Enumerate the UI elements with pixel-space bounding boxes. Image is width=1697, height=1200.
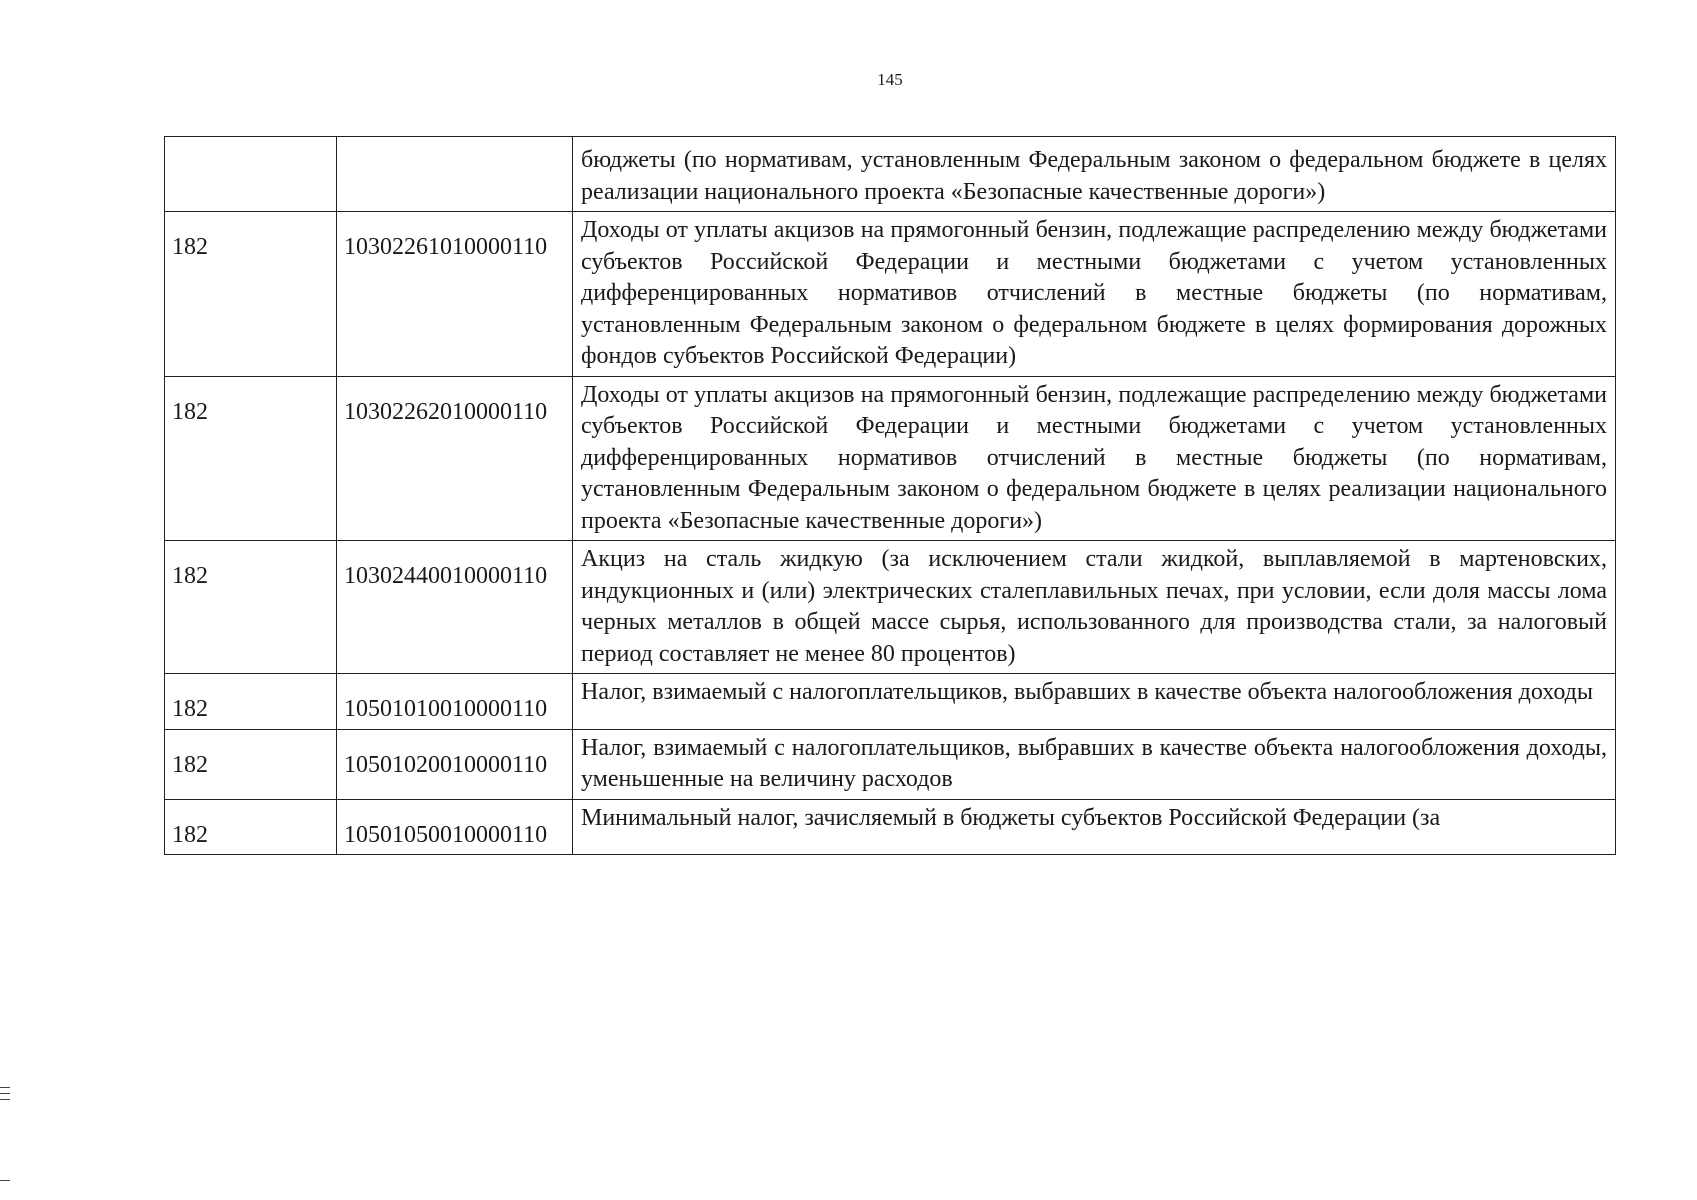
table-row xyxy=(165,729,1616,799)
table-row xyxy=(165,541,1616,674)
description-cell: Налог, взимаемый с налогоплательщиков, выбравших в качестве объекта налогообложения доходы xyxy=(573,674,1616,730)
table-row xyxy=(165,376,1616,541)
admin-code-cell: 182 xyxy=(165,376,337,541)
margin-mark xyxy=(0,1180,10,1181)
margin-mark xyxy=(0,1093,10,1094)
classification-code-cell: 10302261010000110 xyxy=(337,212,573,377)
admin-code-cell: 182 xyxy=(165,799,337,855)
admin-code-cell: 182 xyxy=(165,541,337,674)
description-cell: Доходы от уплаты акцизов на прямогонный бензин, подлежащие распределению между бюджетами субъектов Российской Федерации и местными бюджетами с учетом установленных дифференцированных нормативов отчислений в местные бюджеты (по нормативам, установленным Федеральным законом о федеральном бюджете в целях формирования дорожных фондов субъектов Российской Федерации) xyxy=(573,212,1616,377)
classification-code-cell: 10302262010000110 xyxy=(337,376,573,541)
classification-code-cell: 10501010010000110 xyxy=(337,674,573,730)
description-cell: Налог, взимаемый с налогоплательщиков, выбравших в качестве объекта налогообложения доходы, уменьшенные на величину расходов xyxy=(573,729,1616,799)
classification-code-cell: 10501020010000110 xyxy=(337,729,573,799)
description-cell: Доходы от уплаты акцизов на прямогонный бензин, подлежащие распределению между бюджетами субъектов Российской Федерации и местными бюджетами с учетом установленных дифференцированных нормативов отчислений в местные бюджеты (по нормативам, установленным Федеральным законом о федеральном бюджете в целях реализации национального проекта «Безопасные качественные дороги») xyxy=(573,376,1616,541)
admin-code-cell xyxy=(165,137,337,212)
classification-code-cell xyxy=(337,137,573,212)
margin-mark xyxy=(0,1087,10,1088)
description-cell: Акциз на сталь жидкую (за исключением стали жидкой, выплавляемой в мартеновских, индукционных и (или) электрических сталеплавильных печах, при условии, если доля массы лома черных металлов в общей массе сырья, использованного для производства стали, за налоговый период составляет не менее 80 процентов) xyxy=(573,541,1616,674)
revenue-codes-table xyxy=(164,136,1616,855)
classification-code-cell: 10302440010000110 xyxy=(337,541,573,674)
admin-code-cell: 182 xyxy=(165,674,337,730)
page-number: 145 xyxy=(877,70,903,89)
description-cell: бюджеты (по нормативам, установленным Федеральным законом о федеральном бюджете в целях реализации национального проекта «Безопасные качественные дороги») xyxy=(573,137,1616,212)
admin-code-cell: 182 xyxy=(165,729,337,799)
table-row xyxy=(165,799,1616,855)
table-row xyxy=(165,212,1616,377)
table-row xyxy=(165,137,1616,212)
margin-mark xyxy=(0,1099,10,1100)
description-cell: Минимальный налог, зачисляемый в бюджеты субъектов Российской Федерации (за xyxy=(573,799,1616,855)
table-row xyxy=(165,674,1616,730)
classification-code-cell: 10501050010000110 xyxy=(337,799,573,855)
admin-code-cell: 182 xyxy=(165,212,337,377)
